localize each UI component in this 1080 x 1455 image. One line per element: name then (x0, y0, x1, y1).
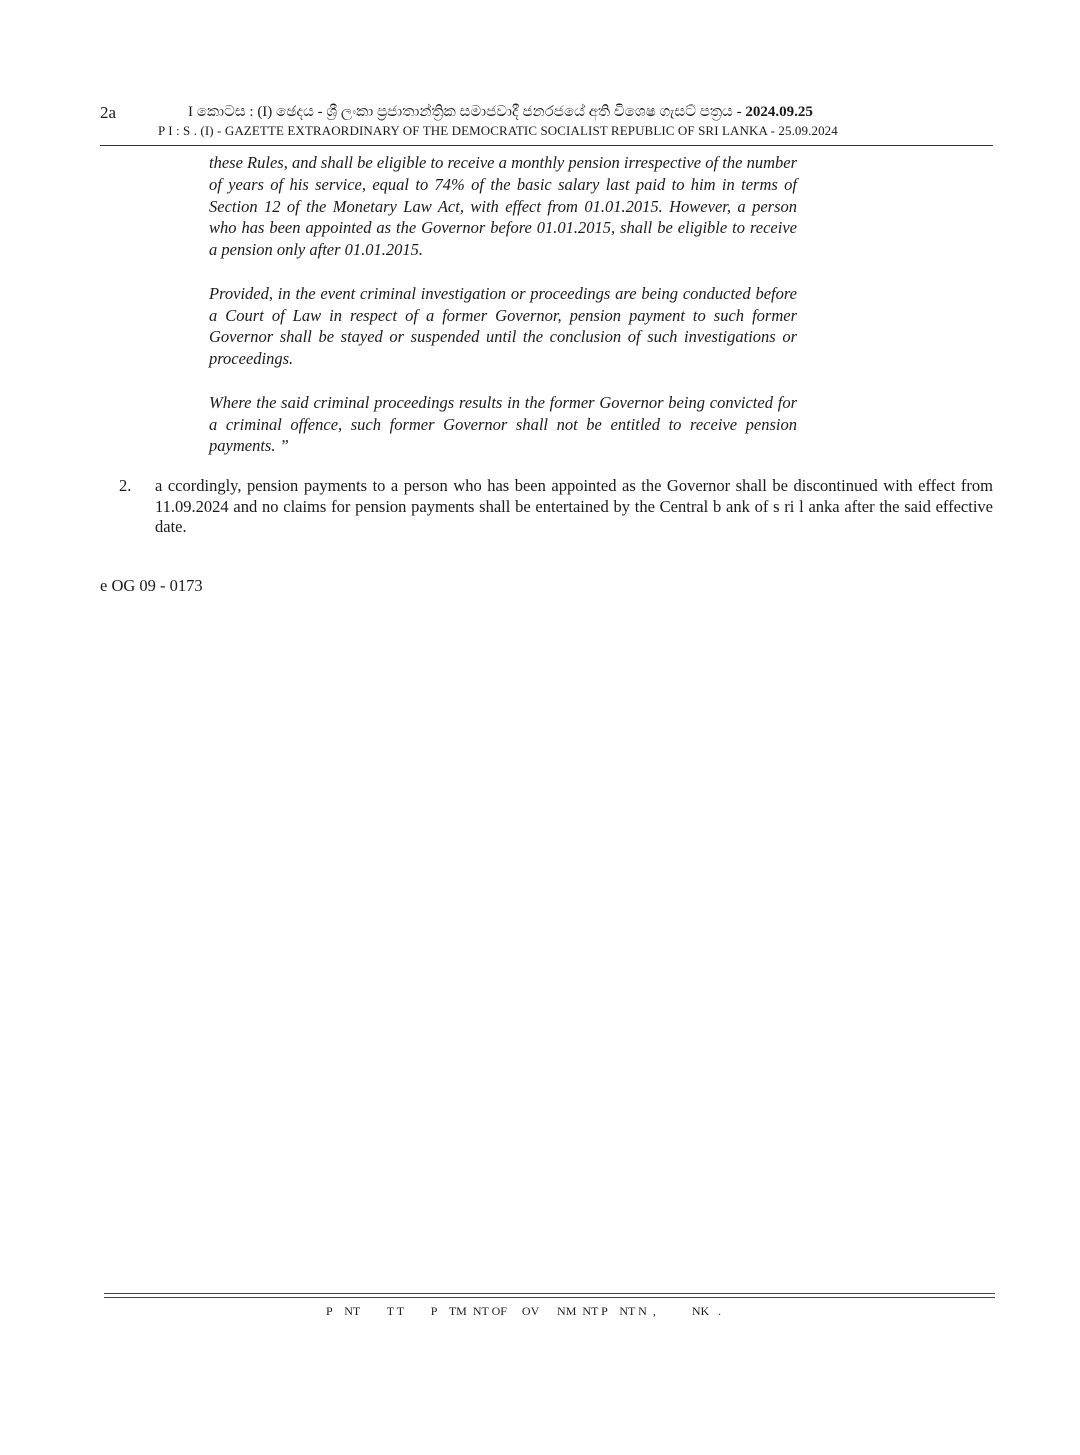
numbered-item-2 (100, 476, 993, 538)
quoted-rule-text (209, 152, 797, 479)
footer-divider-bottom (104, 1297, 995, 1298)
page-number: 2a (100, 103, 117, 122)
quote-paragraph-2: Provided, in the event criminal investigation or proceedings are being conducted before a Court of Law in respect of a former Governor, pension payment to such former Governor shall be stayed or suspended until the conclusion of such investigations or proceedings. (209, 283, 797, 369)
quote-paragraph-1: these Rules, and shall be eligible to receive a monthly pension irrespective of the number of years of his service, equal to 74% of the basic salary last paid to him in terms of Section 12 of the Monetary Law Act, with effect from 01.01.2015. However, a person who has been appointed as the Governor before 01.01.2015, shall be eligible to receive a pension only after 01.01.2015. (209, 153, 797, 260)
footer-printer-line: P NT T T P TM NT OF OV NM NT P NT N , NK . (326, 1304, 722, 1318)
header-divider (100, 145, 993, 146)
header-sinhala-title (188, 103, 813, 121)
footer-divider-top (104, 1293, 995, 1294)
item-text: a ccordingly, pension payments to a person who has been appointed as the Governor shall be discontinued with effect from 11.09.2024 and no claims for pension payments shall be entertained by the Central b ank of s ri l anka after the said effective date. (155, 476, 993, 536)
reference-code: e OG 09 - 0173 (100, 576, 203, 595)
header-english-title: P I : S . (I) - GAZETTE EXTRAORDINARY OF THE DEMOCRATIC SOCIALIST REPUBLIC OF SRI LANKA - 25.09.2024 (158, 123, 838, 138)
header-sinhala-date: 2024.09.25 (745, 104, 813, 120)
item-number: 2. (119, 476, 132, 495)
header-sinhala-text: I කොටස : (I) ඡෙදය - ශ්‍රී ලංකා ප්‍රජාතාන්ත්‍රික සමාජවාදී ජනරජයේ අති විශෙෂ ගැසට් පත්‍රය - (188, 104, 746, 120)
quote-paragraph-3: Where the said criminal proceedings results in the former Governor being convicted for a criminal offence, such former Governor shall not be entitled to receive pension payments. ” (209, 392, 797, 456)
